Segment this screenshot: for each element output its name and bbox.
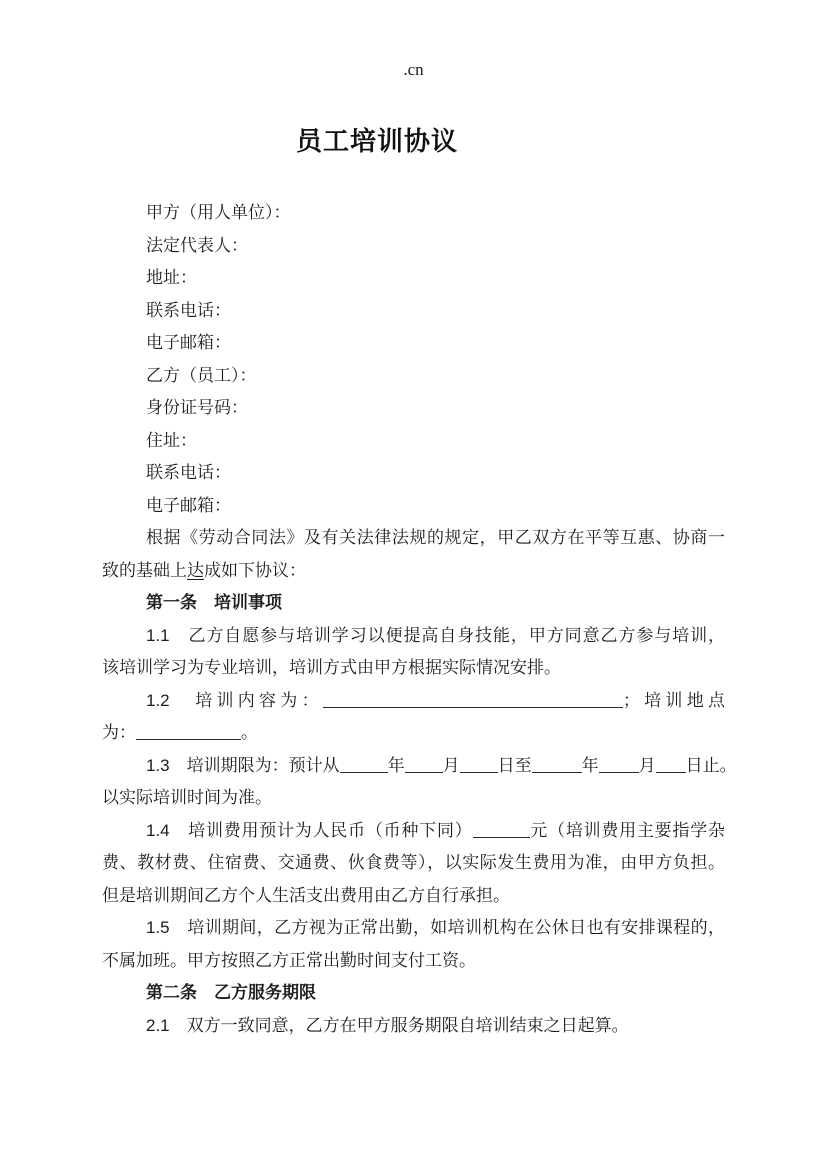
text-segment: 1.1 乙方自愿参与培训学习以便提高自身技能，甲方同意乙方参与培训，	[146, 625, 725, 645]
text-segment: 电子邮箱：	[146, 333, 231, 352]
fill-in-blank	[340, 757, 388, 773]
clause-1-2-line-1	[102, 685, 725, 718]
text-segment: 法定代表人：	[146, 235, 248, 255]
field-legal-representative	[102, 230, 725, 263]
clause-1-1-line-2	[102, 652, 725, 685]
text-segment: 身份证号码：	[146, 398, 248, 417]
text-segment: 1.3 培训期限为：预计从	[146, 755, 340, 775]
document-body	[0, 197, 827, 1042]
text-segment: 第一条 培训事项	[146, 593, 282, 612]
fill-in-blank	[136, 724, 241, 740]
clause-1-4-line-1	[102, 815, 725, 848]
fill-in-blank	[405, 757, 443, 773]
field-id-number	[102, 392, 725, 425]
text-segment: 为：	[102, 723, 136, 742]
field-address	[102, 262, 725, 295]
text-segment: 根据《劳动合同法》及有关法律法规的规定，甲乙双方在平等互惠、协商一	[146, 528, 725, 547]
fill-in-blank	[473, 822, 530, 838]
clause-1-3-line-2	[102, 782, 725, 815]
text-segment: 不属加班。甲方按照乙方正常出勤时间支付工资。	[102, 950, 476, 970]
text-segment: 月	[638, 755, 656, 775]
fill-in-blank	[460, 757, 498, 773]
text-segment: 以实际培训时间为准。	[102, 788, 272, 807]
field-residence	[102, 425, 725, 458]
text-segment: 联系电话：	[146, 300, 231, 320]
text-segment: 1.5 培训期间，乙方视为正常出勤，如培训机构在公休日也有安排课程的，	[146, 918, 725, 937]
fill-in-blank	[656, 757, 686, 773]
text-segment: 电子邮箱：	[146, 495, 231, 515]
heading-article-1	[102, 587, 725, 620]
text-segment: 元（培训费用主要指学杂	[529, 820, 725, 840]
text-segment: 该培训学习为专业培训，培训方式由甲方根据实际情况安排。	[102, 658, 561, 677]
text-segment: 2.1 双方一致同意，乙方在甲方服务期限自培训结束之日起算。	[146, 1015, 629, 1035]
heading-article-2	[102, 977, 725, 1010]
fill-in-blank	[323, 692, 623, 708]
text-segment: 年	[387, 755, 405, 775]
preamble-line-2	[102, 555, 725, 588]
text-segment: 致的基础上	[102, 560, 187, 580]
clause-1-5-line-2	[102, 945, 725, 978]
text-segment: 甲方（用人单位）：	[146, 203, 291, 222]
clause-2-1	[102, 1010, 725, 1043]
field-phone-party-a	[102, 295, 725, 328]
clause-1-5-line-1	[102, 912, 725, 945]
field-phone-party-b	[102, 457, 725, 490]
text-segment: 乙方（员工）：	[146, 365, 257, 385]
text-segment: 地址：	[146, 268, 197, 287]
preamble-line-1	[102, 522, 725, 555]
clause-1-4-line-2	[102, 847, 725, 880]
text-segment: 月	[442, 755, 460, 775]
fill-in-blank	[599, 757, 639, 773]
text-segment: ；培训地点	[622, 690, 725, 710]
field-email-party-b	[102, 490, 725, 523]
text-segment: 日止。	[685, 755, 737, 775]
text-segment: 联系电话：	[146, 463, 231, 482]
text-segment: 费、教材费、住宿费、交通费、伙食费等），以实际发生费用为准，由甲方负担。	[102, 853, 725, 872]
text-segment: 成如下协议：	[204, 560, 306, 580]
field-party-b	[102, 360, 725, 393]
text-segment: 住址：	[146, 430, 197, 450]
clause-1-4-line-3	[102, 880, 725, 913]
field-party-a	[102, 197, 725, 230]
watermark-text: .cn	[403, 60, 424, 79]
clause-1-3-line-1	[102, 750, 737, 783]
text-segment: 。	[241, 723, 258, 742]
clause-1-1-line-1	[102, 620, 725, 653]
text-segment: 但是培训期间乙方个人生活支出费用由乙方自行承担。	[102, 885, 510, 905]
text-segment: 日至	[497, 755, 532, 775]
page-title: 员工培训协议	[296, 127, 459, 156]
text-segment: 第二条 乙方服务期限	[146, 983, 316, 1002]
text-segment: 1.4 培训费用预计为人民币（币种下同）	[146, 820, 473, 840]
underlined-text: 达	[187, 560, 204, 580]
text-segment: 1.2 培训内容为：	[146, 690, 323, 710]
text-segment: 年	[581, 755, 599, 775]
field-email-party-a	[102, 327, 725, 360]
fill-in-blank	[532, 757, 582, 773]
clause-1-2-line-2	[102, 717, 725, 750]
